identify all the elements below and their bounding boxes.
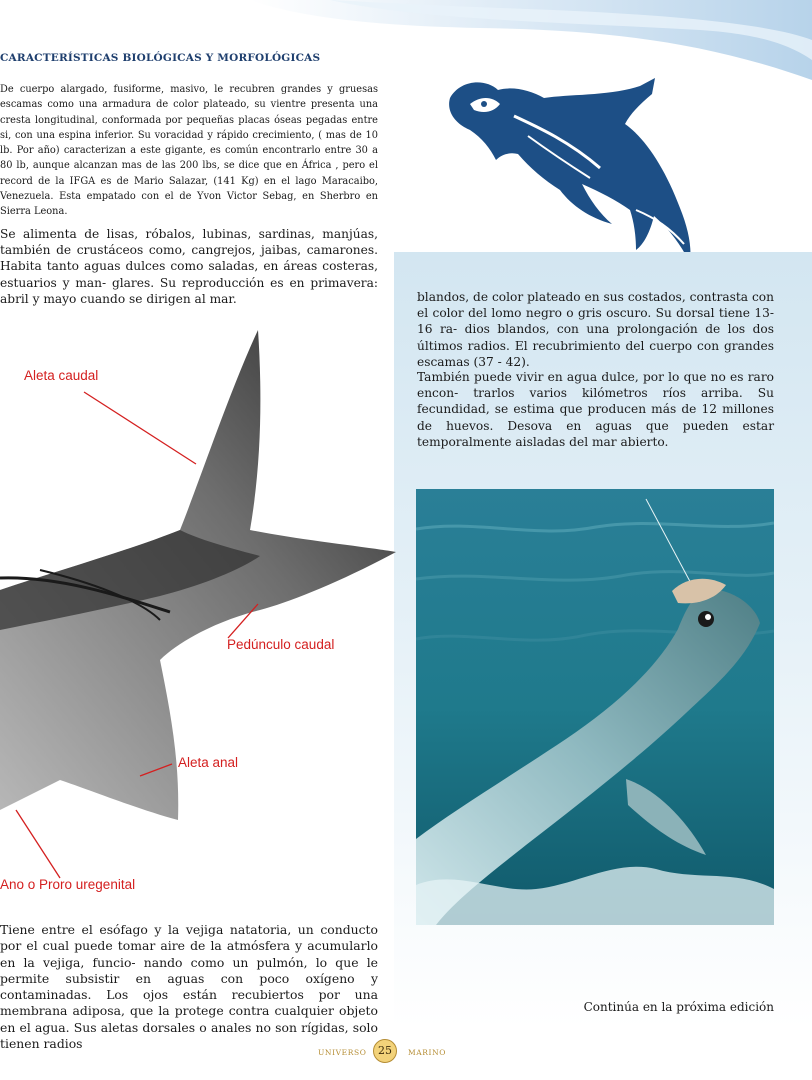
freshwater-paragraph: También puede vivir en agua dulce, por lo que no es raro encon- trarlos varios kilómetros ríos arriba. Su fecundidad, se estima que producen más de 12 millones de huevos. Desova en aguas que pueden estar temporalmente aisladas del mar abierto. [417, 370, 775, 449]
page-number: 25 [373, 1039, 397, 1063]
footer-word-marino: MARINO [408, 1048, 447, 1057]
intro-paragraph: De cuerpo alargado, fusiforme, masivo, le recubren grandes y gruesas escamas como una armadura de color plateado, su vientre presenta una cresta longitudinal, conformada por pequeñas placas óseas pegadas entre si, con una espina inferior. Su voracidad y rápido crecimiento, ( mas de 10 lb. Por año) caracterizan a este gigante, es común encontrarlo entre 30 a 80 lb, aunque alcanzan mas de las 200 lbs, se dice que en África , pero el record de la IFGA es de Mario Salazar, (141 Kg) en el lago Maracaibo, Venezuela. Esta empatado con el de Yvon Victor Sebag, en Sherbro en Sierra Leona. [0, 84, 378, 218]
label-caudal-fin: Aleta caudal [24, 368, 99, 383]
continue-note: Continúa en la próxima edición [583, 1000, 774, 1014]
page-footer [318, 1038, 447, 1078]
label-anal-fin: Aleta anal [178, 755, 239, 770]
label-anus: Ano o Proro uregenital [0, 877, 136, 892]
tarpon-logo-illustration [440, 68, 725, 268]
breathing-paragraph: Tiene entre el esófago y la vejiga natatoria, un conducto por el cual puede tomar aire de la atmósfera y acumularlo en la vejiga, funcio- nando como un pulmón, lo que le permite subsistir en aguas con poco oxígeno y contaminadas. Los ojos están recubiertos por una membrana adiposa, que la protege contra cualquier objeto en el agua. Sus aletas dorsales o anales no son rígidas, solo tienen radios [0, 922, 378, 1052]
food-habitat-paragraph: Se alimenta de lisas, róbalos, lubinas, sardinas, manjúas, también de crustáceos como, cangrejos, jaibas, camarones. Habita tanto aguas dulces como saladas, en áreas costeras, estuarios y man- glares. Su reproducción es en primavera: abril y mayo cuando se dirigen al mar. [0, 227, 378, 306]
fins-paragraph: blandos, de color plateado en sus costados, contrasta con el color del lomo negro o gris oscuro. Su dorsal tiene 13- 16 ra- dios blandos, con una prolongación de los dos últimos radios. El recubrimiento del cuerpo con grandes escamas (37 - 42). [417, 290, 775, 369]
section-title: CARACTERÍSTICAS BIOLÓGICAS Y MORFOLÓGICAS [0, 52, 321, 64]
diagram-leader-lines [0, 320, 400, 880]
leaping-tarpon-photo [416, 489, 774, 925]
label-caudal-peduncle: Pedúnculo caudal [227, 637, 335, 652]
footer-word-universo: UNIVERSO [318, 1048, 367, 1057]
